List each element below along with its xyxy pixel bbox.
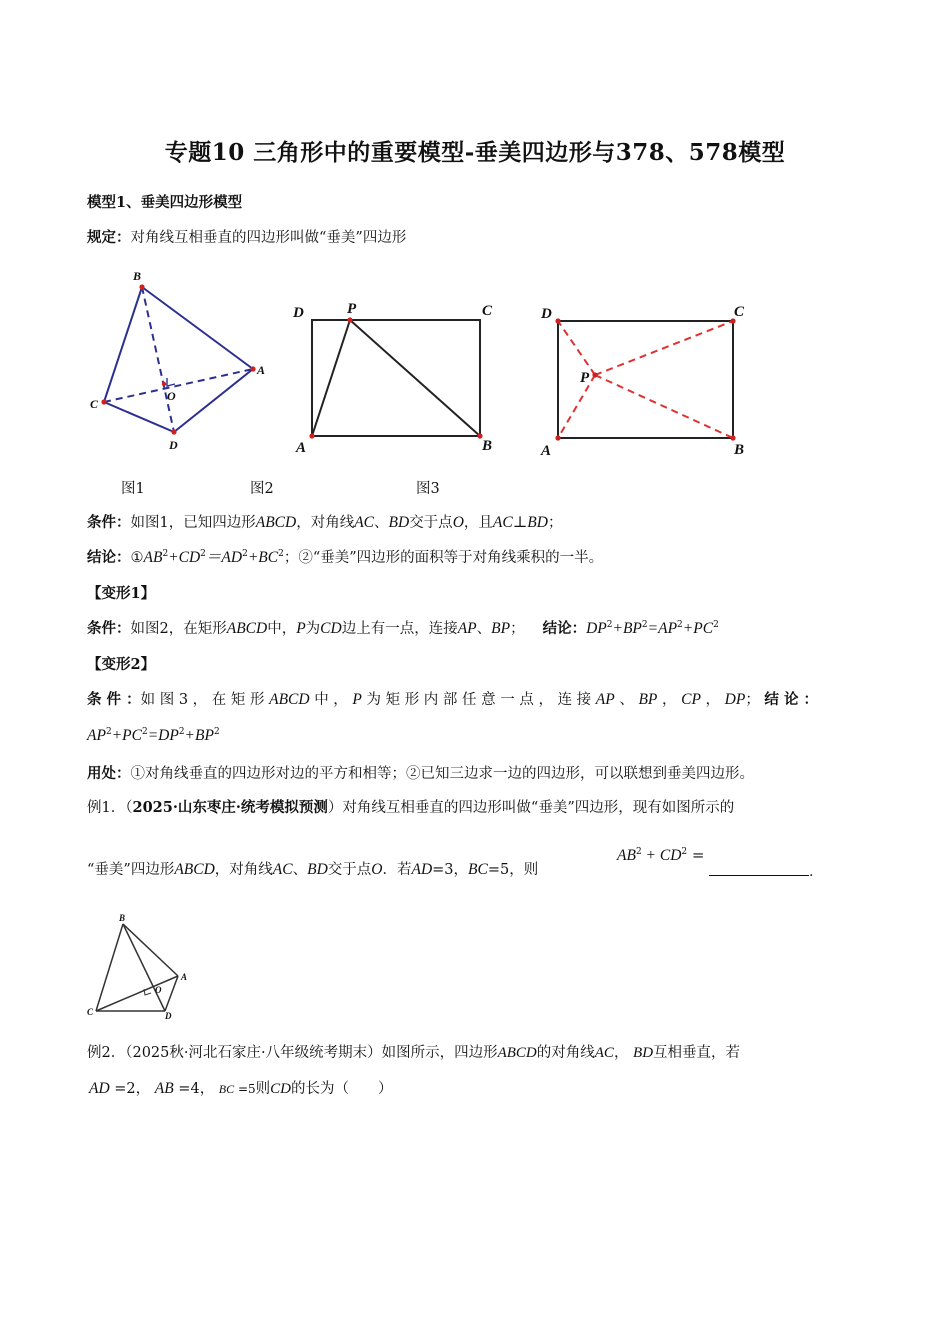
math: AP [457, 620, 477, 637]
variant-1-text [87, 619, 719, 639]
text: 交于点 [327, 862, 372, 878]
math: + CD [641, 847, 682, 864]
fig2-label-A: A [296, 440, 307, 456]
math: AP [87, 727, 106, 744]
ex1-fig-label-O: O [155, 985, 162, 995]
usage-line [87, 764, 754, 784]
example-1-figure [85, 912, 195, 1022]
definition-label: 规定： [87, 229, 131, 246]
superscript: 2 [141, 727, 148, 738]
text: 、 [374, 515, 389, 531]
usage-label: 用处： [87, 765, 131, 782]
example-1-line-2 [87, 860, 538, 880]
text: 中 ， [314, 692, 348, 708]
fig2-label-P: P [347, 301, 357, 317]
math: ABCD [497, 1045, 537, 1061]
fig1-label-B: B [133, 269, 142, 283]
math: DP [724, 691, 746, 708]
math: AC [594, 1045, 614, 1061]
figure-2 [290, 295, 505, 460]
text: 、 [619, 692, 634, 708]
superscript: 2 [278, 549, 284, 560]
text: 、 [476, 621, 492, 637]
condition-label: 条件： [87, 514, 131, 531]
text: =4 [173, 1081, 200, 1097]
fig1-label-D: D [169, 438, 178, 452]
conclusion-label: 结论： [87, 549, 131, 566]
conclusion-label: 结论： [542, 620, 587, 637]
text: ， [705, 692, 721, 708]
ex1-fig-label-B: B [119, 913, 126, 923]
math: CP [681, 691, 701, 708]
math: +PC [111, 727, 142, 744]
figure-1 [85, 268, 275, 458]
variant-1-heading: 【变形1】 [87, 585, 156, 602]
text: ．若 [382, 862, 412, 878]
fig2-caption: 图2 [250, 481, 274, 497]
superscript: 2 [677, 620, 683, 631]
text: 边上有一点，连接 [341, 621, 458, 637]
math: BC [218, 1082, 235, 1096]
variant-2-conclusion [87, 726, 220, 746]
ex1-fig-label-C: C [87, 1007, 94, 1017]
text: 中， [267, 621, 297, 637]
text: ，对角线 [296, 515, 355, 531]
text: 如图2，在矩形 [130, 621, 227, 637]
fig3-label-D: D [541, 306, 552, 322]
math: +PC [682, 620, 714, 637]
math: BP [491, 620, 511, 637]
text: ，且 [463, 515, 493, 531]
fig1-caption: 图1 [121, 481, 145, 497]
superscript: 2 [641, 620, 648, 631]
superscript: 2 [213, 727, 220, 738]
math: BP [638, 691, 658, 708]
text: ． [809, 864, 824, 880]
superscript: 2 [635, 847, 642, 857]
definition-text: 对角线互相垂直的四边形叫做“垂美”四边形 [130, 230, 407, 246]
math: DP [586, 620, 607, 637]
text: =5，则 [487, 862, 539, 878]
text: ； [510, 621, 525, 637]
math: O [371, 861, 383, 878]
text: 的长为（ ） [291, 1081, 393, 1097]
example-source: 2025·山东枣庄·统考模拟预测 [132, 799, 328, 816]
text: ，对角线 [214, 862, 273, 878]
text: ① [130, 550, 144, 566]
text: 、 [292, 862, 308, 878]
text: 为 矩 形 内 部 任 意 一 点 ， 连 接 [366, 692, 592, 708]
conclusion-label: 结 论 ： [764, 691, 819, 708]
text: ， [613, 1045, 629, 1061]
fig1-label-A: A [257, 363, 266, 377]
example-1-line-1 [87, 798, 734, 818]
text: 例1．（ [87, 800, 133, 816]
math: AB [154, 1080, 174, 1097]
text: =3， [432, 862, 469, 878]
text: 则 [255, 1081, 271, 1097]
text: 互相垂直，若 [653, 1045, 741, 1061]
figure-3 [535, 298, 755, 463]
math: BD [307, 861, 328, 878]
text: =2 [109, 1081, 136, 1097]
text: ， [135, 1081, 151, 1097]
math: P [352, 691, 362, 708]
math: O [452, 514, 464, 531]
fig3-label-B: B [734, 442, 745, 458]
math: =DP [147, 727, 179, 744]
math: AB [143, 549, 163, 566]
math: ABCD [226, 620, 268, 637]
math: CD [320, 620, 342, 637]
definition-line [87, 228, 406, 248]
ex1-fig-label-D: D [165, 1011, 172, 1021]
superscript: 2 [178, 727, 185, 738]
superscript: 2 [681, 847, 688, 857]
math: AC⊥BD [492, 514, 548, 531]
fig2-label-D: D [293, 305, 304, 321]
condition-label: 条件： [87, 620, 131, 637]
math: AP [595, 691, 615, 708]
fig1-label-C: C [90, 397, 99, 411]
fig2-label-C: C [482, 303, 493, 319]
math: BC [468, 861, 488, 878]
variant-2-heading: 【变形2】 [87, 656, 156, 673]
text: 如 图 3 ， 在 矩 形 [140, 692, 265, 708]
math: AC [272, 861, 293, 878]
text: 如图1，已知四边形 [130, 515, 256, 531]
math: P [296, 620, 306, 637]
math: ABCD [174, 861, 215, 878]
superscript: 2 [162, 549, 169, 560]
superscript: 2 [713, 620, 719, 631]
example-2-line-2 [89, 1079, 393, 1099]
superscript: 2 [105, 727, 112, 738]
model1-heading: 模型1、垂美四边形模型 [87, 194, 243, 211]
conclusion-1 [87, 548, 603, 568]
text: ；②“垂美”四边形的面积等于对角线乘积的一半。 [283, 550, 604, 566]
superscript: 2 [200, 549, 206, 560]
text: =5 [234, 1082, 256, 1096]
example-2-line-1 [87, 1043, 740, 1063]
text: ， [199, 1081, 215, 1097]
text: ， [662, 692, 677, 708]
math: CD [270, 1081, 291, 1097]
text: 例2．（2025秋·河北石家庄·八年级统考期末）如图所示，四边形 [87, 1045, 498, 1061]
text: ； [547, 515, 563, 531]
math: AD [411, 861, 433, 878]
math: +BC [247, 549, 279, 566]
fig3-label-A: A [541, 443, 552, 459]
math: ＝AD [205, 549, 243, 566]
equals-sign: = [687, 846, 705, 864]
example-1-answer-blank[interactable] [709, 860, 824, 881]
superscript: 2 [606, 620, 613, 631]
text: 交于点 [409, 515, 453, 531]
text: ； [745, 692, 760, 708]
variant-2-text [87, 690, 818, 710]
math: BD [633, 1045, 654, 1061]
fig3-label-C: C [734, 304, 745, 320]
fig3-caption: 图3 [416, 481, 440, 497]
math: =AP [647, 620, 678, 637]
fig3-label-P: P [580, 370, 590, 386]
condition-1 [87, 513, 562, 533]
fig1-label-O: O [167, 389, 176, 403]
page-title: 专题10 三角形中的重要模型-垂美四边形与378、578模型 [164, 139, 786, 166]
text: “垂美”四边形 [87, 862, 175, 878]
superscript: 2 [242, 549, 248, 560]
math: AB [617, 847, 636, 864]
math: ABCD [269, 691, 310, 708]
math: +CD [168, 549, 201, 566]
usage-text: ①对角线垂直的四边形对边的平方和相等；②已知三边求一边的四边形，可以联想到垂美四边形。 [130, 766, 754, 782]
ex1-fig-label-A: A [181, 972, 188, 982]
math: ABCD [255, 514, 297, 531]
example-1-formula [617, 846, 705, 865]
text: 的对角线 [536, 1045, 595, 1061]
condition-label: 条 件 ： [87, 691, 141, 708]
text: 为 [305, 621, 321, 637]
math: AD [89, 1080, 110, 1097]
text: ）对角线互相垂直的四边形叫做“垂美”四边形，现有如图所示的 [327, 800, 735, 816]
math: +BP [612, 620, 642, 637]
math: AC [354, 514, 375, 531]
fig2-label-B: B [482, 438, 493, 454]
math: BD [388, 514, 410, 531]
math: +BP [184, 727, 214, 744]
